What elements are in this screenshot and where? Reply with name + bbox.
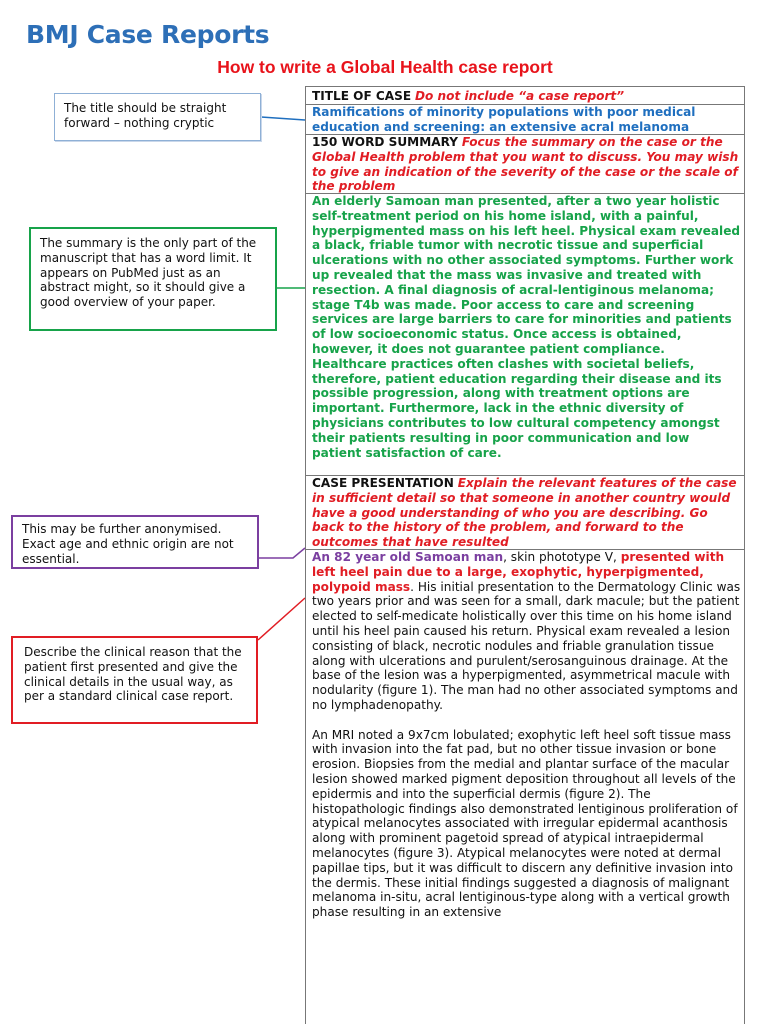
patient-intro: An 82 year old Samoan man — [312, 550, 504, 564]
summary-hint: Focus the summary on the case or the Global Health problem that you want to discuss. You may wish to give an indication of the severity of the case or the scale of the problem — [312, 135, 739, 194]
case-presentation-header — [312, 476, 742, 550]
case-title-text: Ramifications of minority populations with poor medical education and screening: an extensive acral melanoma — [312, 105, 696, 134]
clinical-guidance-note: Describe the clinical reason that the patient first presented and give the clinical details in the usual way, as per a standard clinical case report. — [11, 636, 258, 724]
page-title: How to write a Global Health case report — [217, 57, 553, 77]
anon-connector — [259, 548, 305, 558]
summary-guidance-note: The summary is the only part of the manuscript that has a word limit. It appears on PubMed just as an abstract might, so it should give a good overview of your paper. — [29, 227, 277, 331]
summary-label: 150 WORD SUMMARY — [312, 135, 459, 149]
case-paragraph-1 — [312, 550, 742, 713]
title-hint: Do not include “a case report” — [415, 89, 624, 103]
skin-type: , skin phototype V, — [503, 550, 621, 564]
anonymise-guidance-note: This may be further anonymised. Exact age and ethnic origin are not essential. — [11, 515, 259, 569]
presenting-complaint: presented with left heel pain due to a large, exophytic, hyperpigmented, polypoid mass — [312, 550, 725, 594]
clinical-connector — [258, 598, 305, 640]
case-paragraph-2: An MRI noted a 9x7cm lobulated; exophytic left heel soft tissue mass with invasion into the fat pad, but no other tissue invasion or bone erosion. Biopsies from the medial and plantar surface of the macular lesion showed marked pigment deposition throughout all levels of the epidermis and into the superficial dermis (figure 2). The histopathologic findings also demonstrated lentiginous proliferation of atypical melanocytes associated with irregular epidermal acanthosis along with prominent pagetoid spread of atypical intraepidermal melanocytes (figure 3). Atypical melanocytes were noted at dermal papillae tips, but it was difficult to discern any definitive invasion into the dermis. These initial findings suggested a diagnosis of malignant melanoma in-situ, acral lentiginous-type along with a vertical growth phase resulting in an extensive — [312, 727, 738, 920]
case-hint: Explain the relevant features of the case in sufficient detail so that someone in another country would have a good understanding of who you are describing. Go back to the history of the problem, and forward to the outcomes that have resulted — [312, 476, 737, 550]
case-body — [312, 550, 742, 920]
title-connector — [261, 117, 305, 120]
case-label: CASE PRESENTATION — [312, 476, 454, 490]
summary-header — [312, 135, 742, 194]
journal-logo: BMJ Case Reports — [26, 20, 270, 49]
title-guidance-note: The title should be straight forward – nothing cryptic — [54, 93, 261, 141]
title-label: TITLE OF CASE — [312, 89, 412, 103]
case-paragraph-1-text: . His initial presentation to the Dermatology Clinic was two years prior and was seen for a small, dark macule; but the patient elected to self-medicate holistically over this time on his home island until his heel pain caused his return. Physical exam revealed a lesion consisting of black, necrotic nodules and friable granulation tissue along with ulcerations and purulent/serosanguinous drainage. At the base of the lesion was a hyperpigmented, asymmetrical macule with nodularity (figure 1). The man had no other associated symptoms and no lymphadenopathy. — [312, 579, 741, 712]
summary-text: An elderly Samoan man presented, after a two year holistic self-treatment period on his home island, with a painful, hyperpigmented mass on his left heel. Physical exam revealed a black, friable tumor with necrotic tissue and superficial ulcerations with no other associated symptoms. Further work up revealed that the mass was invasive and treated with resection. A final diagnosis of acral-lentiginous melanoma; stage T4b was made. Poor access to care and screening services are large barriers to care for minorities and patients of low socioeconomic status. Once access is obtained, however, it does not guarantee patient compliance. Healthcare practices often clashes with societal beliefs, therefore, patient education regarding their disease and its possible progression, along with treatment options are important. Furthermore, lack in the ethnic diversity of physicians contributes to low cultural competency amongst their patients resulting in poor communication and low patient satisfaction of care. — [312, 194, 741, 460]
title-of-case-header — [312, 89, 742, 104]
